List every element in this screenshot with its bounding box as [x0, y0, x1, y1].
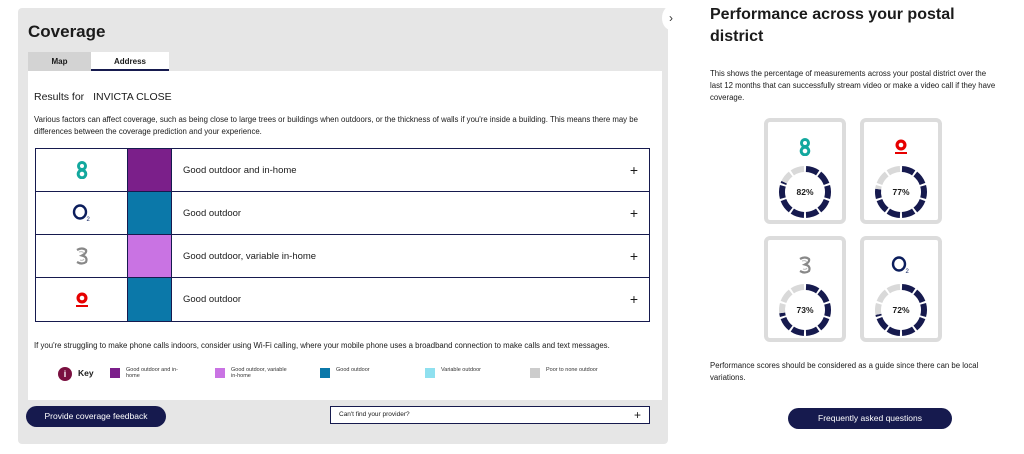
coverage-row-o2[interactable] — [36, 192, 649, 235]
ring-segment — [782, 186, 783, 198]
performance-card-o2 — [860, 236, 942, 342]
coverage-color-swatch — [128, 278, 172, 321]
tab-address[interactable]: Address — [91, 52, 169, 71]
info-icon[interactable]: i — [58, 367, 72, 381]
key-item — [530, 367, 608, 378]
ring-segment — [888, 329, 900, 333]
coverage-text: Good outdoor, variable in-home — [183, 251, 317, 262]
ring-segment — [888, 169, 900, 173]
coverage-color-swatch — [128, 235, 172, 277]
ring-segment — [783, 292, 790, 302]
svg-text:2: 2 — [905, 269, 909, 274]
performance-ring — [873, 164, 929, 220]
key-swatch — [320, 368, 330, 378]
ring-percent-label: 72% — [892, 305, 910, 315]
ring-segment — [879, 174, 886, 184]
performance-ring — [777, 282, 833, 338]
ring-segment — [902, 329, 914, 333]
ring-segment — [878, 304, 879, 314]
ring-percent-label: 73% — [796, 305, 814, 315]
key-item — [320, 367, 398, 378]
ring-segment — [902, 211, 914, 215]
ring-segment — [819, 200, 826, 210]
coverage-content — [28, 71, 662, 400]
ring-segment — [783, 200, 790, 210]
chevron-right-icon[interactable]: › — [662, 6, 680, 30]
ring-segment — [782, 313, 783, 316]
ring-segment — [782, 304, 783, 313]
key-text: Variable outdoor — [441, 367, 481, 373]
faq-button[interactable]: Frequently asked questions — [788, 408, 952, 429]
ring-segment — [878, 186, 879, 189]
vodafone-logo-icon — [891, 130, 911, 164]
coverage-row-ee[interactable] — [36, 149, 649, 192]
performance-title: Performance across your postal district — [710, 6, 955, 45]
key-item — [425, 367, 503, 378]
ring-segment — [792, 211, 804, 215]
ring-segment — [783, 182, 784, 184]
ring-segment — [923, 304, 924, 316]
performance-ring — [873, 282, 929, 338]
coverage-key — [58, 367, 648, 383]
expand-icon[interactable]: + — [633, 408, 641, 422]
results-heading — [34, 91, 172, 103]
ring-segment — [902, 169, 914, 173]
ring-segment — [923, 186, 924, 198]
o2-logo-icon — [36, 192, 128, 234]
ring-segment — [792, 169, 804, 173]
ring-segment — [806, 329, 818, 333]
provide-feedback-button[interactable]: Provide coverage feedback — [26, 406, 166, 427]
coverage-text: Good outdoor — [183, 294, 242, 305]
coverage-panel — [18, 8, 668, 444]
vodafone-logo-icon — [36, 278, 128, 321]
ring-segment — [915, 174, 922, 184]
key-text: Good outdoor and in-home — [126, 367, 178, 379]
coverage-table — [35, 148, 650, 322]
performance-ring — [777, 164, 833, 220]
key-text: Poor to none outdoor — [546, 367, 598, 373]
key-swatch — [110, 368, 120, 378]
performance-guide-note: Performance scores should be considered as a guide since there can be local variations. — [710, 361, 979, 382]
coverage-color-swatch — [128, 149, 172, 191]
ring-segment — [902, 287, 914, 291]
ring-percent-label: 82% — [796, 187, 814, 197]
expand-icon[interactable]: + — [629, 291, 639, 307]
ring-segment — [806, 287, 818, 291]
performance-description: This shows the percentage of measurements across your postal district over the last 12 months that can successfully stream video or make a video call if they have coverage. — [710, 69, 996, 102]
ring-segment — [806, 211, 818, 215]
ee-logo-icon — [798, 130, 812, 164]
performance-card-vodafone — [860, 118, 942, 224]
ring-segment — [878, 189, 879, 198]
ring-segment — [792, 329, 804, 333]
key-swatch — [530, 368, 540, 378]
o2-logo-icon — [891, 248, 911, 282]
ee-logo-icon — [36, 149, 128, 191]
coverage-description: Various factors can affect coverage, such as being close to large trees or buildings when outdoors, or the thickness of walls if you're inside a building. This means there may be differences between the coverage prediction and your experience. — [34, 115, 638, 136]
key-swatch — [215, 368, 225, 378]
ring-segment — [915, 318, 922, 328]
ring-segment — [819, 292, 826, 302]
page-title: Coverage — [28, 22, 106, 41]
key-text: Good outdoor, variable in-home — [231, 367, 287, 379]
provider-box-label: Can't find your provider? — [339, 411, 410, 418]
ring-segment — [879, 200, 886, 210]
ring-segment — [784, 174, 790, 182]
ring-percent-label: 77% — [892, 187, 910, 197]
key-item — [215, 367, 293, 379]
tab-map[interactable]: Map — [28, 52, 91, 71]
coverage-row-vodafone[interactable] — [36, 278, 649, 321]
ring-segment — [819, 174, 826, 184]
expand-icon[interactable]: + — [629, 205, 639, 221]
results-address: INVICTA CLOSE — [93, 91, 172, 103]
key-swatch — [425, 368, 435, 378]
performance-card-three — [764, 236, 846, 342]
key-label: Key — [78, 368, 94, 378]
ring-segment — [806, 169, 818, 173]
coverage-color-swatch — [128, 192, 172, 234]
coverage-row-three[interactable] — [36, 235, 649, 278]
ring-segment — [915, 200, 922, 210]
coverage-text: Good outdoor — [183, 208, 242, 219]
ring-segment — [888, 287, 900, 291]
coverage-text: Good outdoor and in-home — [183, 165, 297, 176]
expand-icon[interactable]: + — [629, 162, 639, 178]
ring-segment — [792, 287, 804, 291]
ring-segment — [827, 304, 828, 316]
three-logo-icon — [36, 235, 128, 277]
ring-segment — [827, 186, 828, 198]
results-label: Results for — [34, 91, 85, 103]
ring-segment — [879, 318, 886, 328]
svg-text:2: 2 — [86, 217, 90, 222]
ring-segment — [879, 292, 886, 302]
three-logo-icon — [797, 248, 813, 282]
ring-segment — [915, 292, 922, 302]
performance-card-ee — [764, 118, 846, 224]
ring-segment — [819, 318, 826, 328]
cant-find-provider-accordion[interactable] — [330, 406, 650, 424]
ring-segment — [888, 211, 900, 215]
performance-grid — [764, 118, 946, 348]
key-item — [110, 367, 188, 379]
wifi-calling-note: If you're struggling to make phone calls indoors, consider using Wi-Fi calling, where your mobile phone uses a broadband connection to make calls and text messages. — [34, 341, 610, 350]
expand-icon[interactable]: + — [629, 248, 639, 264]
coverage-tabs — [28, 52, 169, 71]
key-text: Good outdoor — [336, 367, 370, 373]
ring-segment — [783, 318, 790, 328]
